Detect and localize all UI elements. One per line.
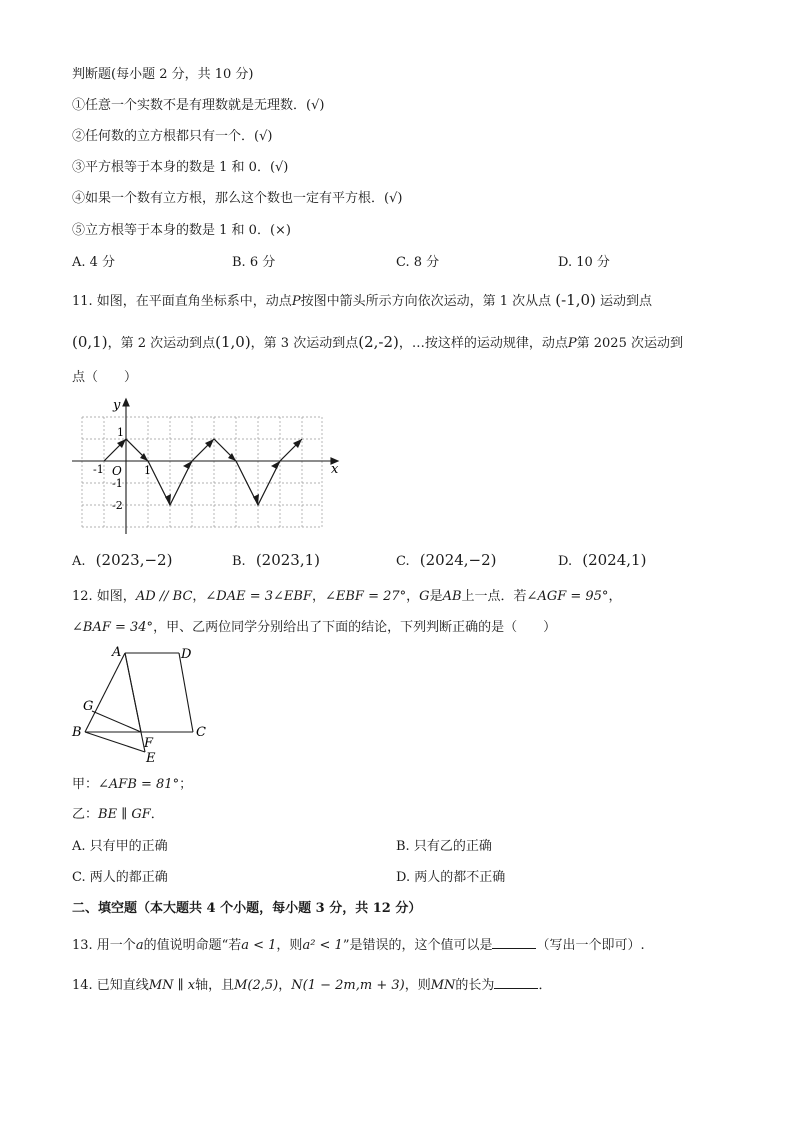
q10-option-d: D. 10 分 bbox=[558, 255, 610, 270]
q12-cond-3: ∠EBF = 27° bbox=[325, 589, 407, 604]
q11-option-d-value: (2024,1) bbox=[582, 551, 647, 569]
q11-line-1 bbox=[72, 291, 652, 311]
q14-mn-label: MN bbox=[430, 978, 456, 993]
q11-text-2c: ，…按这样的运动规律，动点 bbox=[398, 336, 568, 351]
q11-coordinate-figure bbox=[66, 396, 348, 538]
q11-option-d-letter: D. bbox=[558, 554, 573, 569]
q11-option-b-value: (2023,1) bbox=[255, 551, 321, 569]
q14-answer-blank[interactable] bbox=[494, 976, 538, 989]
q11-point-2: (0,1) bbox=[72, 333, 108, 351]
q12-jia-value: ∠AFB = 81° bbox=[98, 777, 180, 792]
q14-part-1: 14. 已知直线 bbox=[72, 978, 149, 993]
q12-option-c: C. 两人的都正确 bbox=[72, 870, 168, 885]
q10-option-c: C. 8 分 bbox=[396, 255, 440, 270]
q12-line-1 bbox=[72, 588, 621, 606]
q13-condition: a < 1 bbox=[241, 938, 277, 953]
q12-ab-label: AB bbox=[442, 589, 462, 604]
q13-part-1: 13. 用一个 bbox=[72, 938, 136, 953]
q11-axis-x-label: x bbox=[331, 462, 339, 477]
q11-tick-label-x-1: 1 bbox=[144, 464, 151, 477]
q10-statement-3: ③平方根等于本身的数是 1 和 0．(√) bbox=[72, 160, 289, 175]
q11-text-1c: 运动到点 bbox=[600, 294, 653, 309]
q12-cond-2: ∠DAE = 3∠EBF bbox=[205, 589, 312, 604]
q10-statement-2: ②任何数的立方根都只有一个．(√) bbox=[72, 129, 273, 144]
q12-geometry-figure bbox=[68, 642, 218, 768]
q13-conclusion: a² < 1 bbox=[302, 938, 343, 953]
q11-axis-y-label: y bbox=[113, 398, 121, 413]
q12-yi-suffix: ． bbox=[150, 807, 164, 822]
q12-label-a: A bbox=[112, 645, 122, 660]
q11-var-p-2: P bbox=[567, 336, 577, 351]
q12-line-2 bbox=[72, 619, 556, 637]
q11-option-a bbox=[72, 551, 172, 571]
q12-cond-4: ∠AGF = 95° bbox=[526, 589, 609, 604]
q10-option-b: B. 6 分 bbox=[232, 255, 276, 270]
q12-label-e: E bbox=[146, 751, 156, 766]
q14-condition: MN ∥ x bbox=[148, 978, 196, 993]
q12-label-d: D bbox=[181, 647, 192, 662]
q10-header: 判断题(每小题 2 分，共 10 分) bbox=[72, 67, 254, 82]
q11-option-a-letter: A. bbox=[72, 554, 86, 569]
q12-option-b: B. 只有乙的正确 bbox=[396, 839, 492, 854]
q14-part-3: ，则 bbox=[404, 978, 431, 993]
q11-var-p: P bbox=[291, 294, 301, 309]
q12-sep-2: ， bbox=[311, 589, 325, 604]
q14-m-point: M(2,5) bbox=[234, 978, 279, 993]
q12-yi-value: BE ∥ GF bbox=[98, 807, 151, 822]
q12-jia-prefix: 甲： bbox=[72, 777, 99, 792]
q10-statement-5: ⑤立方根等于本身的数是 1 和 0．(×) bbox=[72, 223, 291, 238]
q11-option-a-value: (2023,−2) bbox=[95, 551, 173, 569]
q11-tick-label-y-neg2: -2 bbox=[112, 499, 123, 512]
q12-yi-prefix: 乙： bbox=[72, 807, 99, 822]
q11-line-2 bbox=[72, 333, 683, 353]
q12-cond-5: ∠BAF = 34° bbox=[72, 620, 154, 635]
q11-tick-label-x-neg1: -1 bbox=[93, 463, 104, 476]
q12-g-label: G bbox=[419, 589, 430, 604]
q11-path bbox=[104, 439, 302, 505]
q13-line bbox=[72, 936, 645, 955]
q12-sep-3: ， bbox=[406, 589, 420, 604]
q12-text-1a: 12. 如图， bbox=[72, 589, 136, 604]
q12-text-2: ，甲、乙两位同学分别给出了下面的结论，下列判断正确的是（ ） bbox=[153, 620, 557, 635]
q11-line-3: 点（ ） bbox=[72, 370, 138, 385]
q12-text-1c: 上一点．若 bbox=[461, 589, 527, 604]
q11-option-c bbox=[396, 551, 497, 571]
q10-statement-1: ①任意一个实数不是有理数就是无理数．(√) bbox=[72, 98, 325, 113]
q14-part-2: 轴，且 bbox=[195, 978, 235, 993]
q11-text-2d: 第 2025 次运动到 bbox=[576, 336, 683, 351]
section-2-title: 二、填空题（本大题共 4 个小题，每小题 3 分，共 12 分） bbox=[72, 901, 422, 916]
q11-origin-label: O bbox=[112, 464, 122, 478]
q12-option-d: D. 两人的都不正确 bbox=[396, 870, 506, 885]
q11-tick-label-y-1: 1 bbox=[117, 426, 124, 439]
q11-text-1a: 11. 如图，在平面直角坐标系中，动点 bbox=[72, 294, 292, 309]
q12-conclusion-yi bbox=[72, 806, 164, 824]
q12-cond-1: AD // BC bbox=[135, 589, 193, 604]
q12-text-1b: 是 bbox=[429, 589, 443, 604]
q11-point-3: (1,0) bbox=[215, 333, 251, 351]
q11-text-1b: 按图中箭头所示方向依次运动，第 1 次从点 bbox=[300, 294, 552, 309]
q13-answer-blank[interactable] bbox=[492, 936, 536, 949]
q12-label-b: B bbox=[72, 725, 82, 740]
q11-text-2a: ，第 2 次运动到点 bbox=[107, 336, 216, 351]
q13-part-4: ”是错误的，这个值可以是 bbox=[342, 938, 493, 953]
q12-label-c: C bbox=[196, 725, 206, 740]
q11-text-2b: ，第 3 次运动到点 bbox=[250, 336, 359, 351]
q11-option-b bbox=[232, 551, 320, 571]
q12-conclusion-jia bbox=[72, 776, 192, 794]
q12-sep-1: ， bbox=[192, 589, 206, 604]
q11-point-1: (-1,0) bbox=[555, 291, 596, 309]
q12-option-a: A. 只有甲的正确 bbox=[72, 839, 168, 854]
q14-part-5: ． bbox=[538, 978, 552, 993]
q10-statement-4: ④如果一个数有立方根，那么这个数也一定有平方根．(√) bbox=[72, 191, 403, 206]
q10-option-a: A. 4 分 bbox=[72, 255, 116, 270]
q12-label-f: F bbox=[144, 736, 154, 751]
q14-part-4: 的长为 bbox=[455, 978, 495, 993]
q11-point-4: (2,-2) bbox=[358, 333, 399, 351]
q13-var-a: a bbox=[135, 938, 144, 953]
q14-n-point: N(1 − 2m,m + 3) bbox=[291, 978, 405, 993]
q14-sep: ， bbox=[278, 978, 292, 993]
q11-option-c-letter: C. bbox=[396, 554, 410, 569]
q11-tick-label-y-neg1: -1 bbox=[112, 477, 123, 490]
q11-option-b-letter: B. bbox=[232, 554, 246, 569]
q11-option-d bbox=[558, 551, 646, 571]
q13-part-5: （写出一个即可）. bbox=[536, 938, 645, 953]
q14-line bbox=[72, 976, 551, 995]
q13-part-3: ，则 bbox=[276, 938, 303, 953]
q13-part-2: 的值说明命题“若 bbox=[143, 938, 242, 953]
q12-jia-suffix: ； bbox=[179, 777, 193, 792]
q12-sep-4: ， bbox=[608, 589, 622, 604]
q12-label-g: G bbox=[83, 699, 94, 714]
q11-option-c-value: (2024,−2) bbox=[419, 551, 497, 569]
